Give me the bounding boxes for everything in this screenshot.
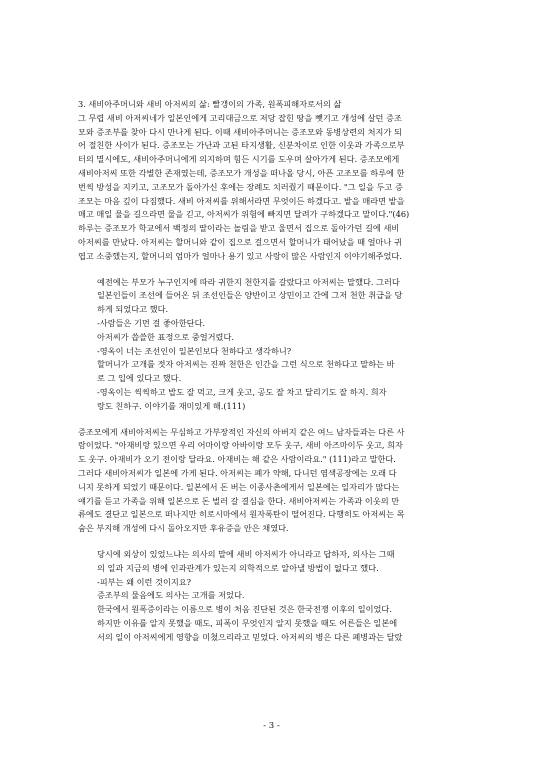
block-quote-2 (78, 548, 470, 645)
page-number: - 3 - (263, 721, 280, 731)
quote-line: 의 일과 지금의 병에 인과관계가 있는지 의학적으로 알아낼 방법이 없다고 했다. (97, 562, 379, 573)
block-quote-1 (78, 276, 470, 414)
paragraph-1 (78, 112, 470, 264)
text-line: 류에도 결단고 일본으로 떠나지만 히로시마에서 원자폭탄이 떨어진다. 다행히도 아저씨는 목 (78, 509, 405, 520)
document-body (78, 98, 470, 644)
quote-line: 아저씨가 씁쓸한 표정으로 중얼거렸다. (97, 331, 234, 342)
text-line: 매고 매일 물을 길으라면 물을 긷고, 아저씨가 위험에 빠지면 달려가 구하겠다고 말이다."(46) (78, 209, 410, 220)
text-line: 그러다 새비아저씨가 일본에 가게 된다. 아저씨는 폐가 약해, 다니던 염색공장에는 오래 다 (78, 467, 397, 478)
quote-line: 예전에는 부모가 누구인지에 따라 귀한지 천한지를 갈랐다고 아저씨는 말했다. 그러다 (97, 276, 400, 287)
text-line: 새비아저씨 또한 각별한 존재였는데, 증조모가 개성을 떠나올 당시, 아픈 고조모를 하루에 한 (78, 167, 405, 178)
quote-line: 랑도 친하구. 이야기를 재미있게 해.(111) (97, 400, 246, 411)
text-line: 람이었다. "아재비랑 있으면 우리 어마이랑 아바이랑 모두 웃구, 새비 아즈마이두 웃고, 희자 (78, 440, 403, 451)
quote-line: 서의 일이 아저씨에게 영향을 미쳤으리라고 믿었다. 아저씨의 병은 다른 폐병과는 달랐 (97, 631, 403, 642)
text-line: 하루는 증조모가 학교에서 백정의 딸이라는 놀림을 받고 울면서 집으로 돌아가던 길에 새비 (78, 223, 400, 234)
text-line: 증조모에게 새비아저씨는 무심하고 가부장적인 자신의 아버지 같은 여느 남자들과는 다른 사 (78, 426, 405, 437)
quote-line: -피부는 왜 이런 것이지요? (97, 576, 192, 587)
quote-line: -사람들은 기먼 걸 좋아한단다. (97, 317, 206, 328)
text-line: 번씩 방성을 지키고, 고조모가 돌아가신 후에는 장례도 치러줬기 때문이다. "그 일을 두고 증 (78, 181, 403, 192)
text-line: 터의 멸시에도, 새비아주머니에게 의지하며 힘든 시기를 도우며 살아가게 된다. 증조모에게 (78, 154, 400, 165)
text-line: 니지 못하게 되었기 때문이다. 일본에서 돈 버는 이종사촌에게서 일본에는 일자리가 많다는 (78, 481, 400, 492)
quote-line: 로 그 입에 있다고 했다. (97, 373, 182, 384)
section-heading: 3. 새비아주머니와 새비 아저씨의 삶: 빨갱이의 가족, 원폭피해자로서의 삶 (78, 99, 342, 109)
quote-line: 당시에 외상이 있었느냐는 의사의 말에 새비 아저씨가 아니라고 답하자, 의사는 그때 (97, 548, 395, 559)
quote-line: 할머니가 고개를 젓자 아저씨는 진짜 천한은 인간을 그런 식으로 천하다고 말하는 바 (97, 359, 395, 370)
text-line: 조모는 마음 깊이 다짐했다. 새비 아저씨를 위해서라면 무엇이든 하겠다고. 밭을 매라면 밭을 (78, 195, 405, 206)
text-line: 숨은 부지해 개성에 다시 돌아오지만 후유증을 안은 채였다. (78, 523, 289, 534)
quote-line: 하게 되었다고 했다. (97, 304, 169, 315)
text-line: 아저씨를 만났다. 아저씨는 할머니와 같이 집으로 걸으면서 할머니가 태어났을 때 얼마나 귀 (78, 236, 402, 247)
quote-line: 증조부의 물음에도 의사는 고개를 저었다. (97, 590, 245, 601)
paragraph-2 (78, 426, 470, 536)
text-line: 도 웃구. 아재비가 오기 전이랑 달라요. 아재비는 해 같은 사람이라요." (111)라고 말한다. (78, 454, 396, 465)
quote-line: -영옥이는 씩씩하고 밥도 잘 먹고, 크게 웃고, 공도 잘 차고 달리기도 잘 하지. 희자 (97, 386, 387, 397)
text-line: 얘기를 듣고 가족을 위해 일본으로 돈 벌러 갈 결심을 한다. 새비아저씨는 가족과 이웃의 만 (78, 495, 400, 506)
quote-line: 일본인들이 조선에 들어온 뒤 조선인들은 양반이고 상민이고 간에 그저 천한 취급을 당 (97, 290, 403, 301)
text-line: 엽고 소중했는지, 할머니의 엄마가 얼마나 용기 있고 사랑이 많은 사람인지 이야기해주었다. (78, 250, 402, 261)
text-line: 어 절친한 사이가 된다. 증조모는 가난과 고된 타지생활, 신분차이로 인한 이웃과 가족으로부 (78, 140, 405, 151)
quote-line: -영옥이 너는 조선인이 일본인보다 천하다고 생각하니? (97, 345, 292, 356)
text-line: 그 무렵 새비 아저씨네가 일본인에게 고리대금으로 저당 잡힌 땅을 뺏기고 개성에 살던 증조 (78, 112, 402, 123)
text-line: 모와 증조부를 찾아 다시 만나게 된다. 이때 새비아주머니는 증조모와 동병상련의 처지가 되 (78, 126, 402, 137)
quote-line: 하지만 이유를 알지 못했을 때도, 피폭이 무엇인지 알지 못했을 때도 어른들은 일본에 (97, 617, 398, 628)
quote-line: 한국에서 원폭증이라는 이름으로 병이 처음 진단된 것은 한국전쟁 이후의 일이었다. (97, 604, 392, 615)
